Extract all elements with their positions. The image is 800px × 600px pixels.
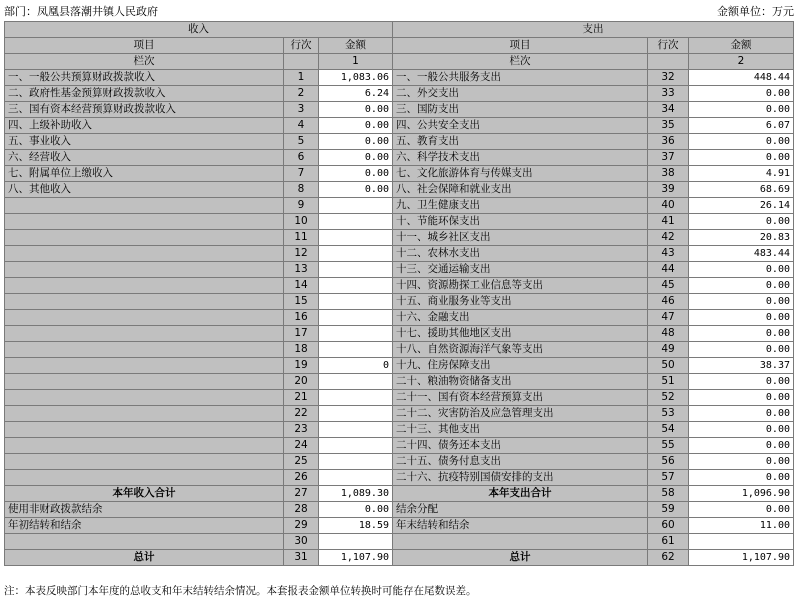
department-label: 部门：凤凰县落潮井镇人民政府	[4, 5, 158, 18]
income-item-name	[5, 278, 284, 294]
income-amount	[319, 230, 393, 246]
income-row-no: 26	[284, 470, 319, 486]
expense-amount: 0.00	[689, 374, 794, 390]
expense-item-name: 十九、住房保障支出	[393, 358, 648, 374]
expense-item-name: 十四、资源勘探工业信息等支出	[393, 278, 648, 294]
income-row-no: 29	[284, 518, 319, 534]
income-row-no: 12	[284, 246, 319, 262]
expense-row-no: 37	[648, 150, 689, 166]
expense-amount: 0.00	[689, 86, 794, 102]
expense-row-no: 43	[648, 246, 689, 262]
expense-item-name: 九、卫生健康支出	[393, 198, 648, 214]
expense-item-name: 本年支出合计	[393, 486, 648, 502]
income-item-name	[5, 230, 284, 246]
table-row	[5, 166, 794, 182]
income-row-no: 16	[284, 310, 319, 326]
footnote: 注：本表反映部门本年度的总收支和年末结转结余情况。本套报表金额单位转换时可能存在尾数误差。	[4, 585, 477, 597]
expense-amount: 0.00	[689, 454, 794, 470]
income-row-no: 24	[284, 438, 319, 454]
expense-item-name: 五、教育支出	[393, 134, 648, 150]
income-item-name	[5, 390, 284, 406]
table-row	[5, 246, 794, 262]
table-body	[5, 22, 794, 566]
expense-item-name: 二、外交支出	[393, 86, 648, 102]
income-row-no: 4	[284, 118, 319, 134]
income-section-header: 收入	[5, 22, 393, 38]
table-row	[5, 294, 794, 310]
income-item-name: 总计	[5, 550, 284, 566]
income-row-no: 21	[284, 390, 319, 406]
expense-row-no: 32	[648, 70, 689, 86]
expense-item-name: 二十四、债务还本支出	[393, 438, 648, 454]
income-amount: 1,083.06	[319, 70, 393, 86]
expense-item-name: 三、国防支出	[393, 102, 648, 118]
income-row-no: 30	[284, 534, 319, 550]
income-item-name	[5, 374, 284, 390]
table-row	[5, 534, 794, 550]
income-amount	[319, 422, 393, 438]
expense-row-no: 45	[648, 278, 689, 294]
income-row-no: 3	[284, 102, 319, 118]
expense-section-header: 支出	[393, 22, 794, 38]
expense-item-name: 十一、城乡社区支出	[393, 230, 648, 246]
income-amount: 18.59	[319, 518, 393, 534]
expense-row-no: 42	[648, 230, 689, 246]
income-item-name: 五、事业收入	[5, 134, 284, 150]
income-amount	[319, 470, 393, 486]
income-item-name	[5, 198, 284, 214]
table-row	[5, 86, 794, 102]
income-item-name: 一、一般公共预算财政拨款收入	[5, 70, 284, 86]
expense-amount: 483.44	[689, 246, 794, 262]
income-item-name	[5, 294, 284, 310]
income-row-no: 9	[284, 198, 319, 214]
expense-amount: 6.07	[689, 118, 794, 134]
expense-item-name: 二十一、国有资本经营预算支出	[393, 390, 648, 406]
income-row-no: 28	[284, 502, 319, 518]
expense-amount: 1,107.90	[689, 550, 794, 566]
expense-amount: 4.91	[689, 166, 794, 182]
income-amount: 0.00	[319, 102, 393, 118]
table-row	[5, 182, 794, 198]
expense-item-name: 二十二、灾害防治及应急管理支出	[393, 406, 648, 422]
expense-amount: 0.00	[689, 502, 794, 518]
income-row-no: 27	[284, 486, 319, 502]
income-row-no: 11	[284, 230, 319, 246]
income-amount	[319, 454, 393, 470]
income-amount	[319, 294, 393, 310]
expense-amount: 0.00	[689, 438, 794, 454]
expense-col-index: 2	[689, 54, 794, 70]
expense-item-name: 十三、交通运输支出	[393, 262, 648, 278]
expense-item-name: 结余分配	[393, 502, 648, 518]
expense-amount: 0.00	[689, 294, 794, 310]
table-row	[5, 374, 794, 390]
income-amount	[319, 406, 393, 422]
expense-amount: 0.00	[689, 390, 794, 406]
income-amount	[319, 246, 393, 262]
expense-amount: 0.00	[689, 150, 794, 166]
income-amount	[319, 374, 393, 390]
income-item-name	[5, 406, 284, 422]
income-row-no: 15	[284, 294, 319, 310]
table-row	[5, 390, 794, 406]
income-row-no: 10	[284, 214, 319, 230]
table-row	[5, 150, 794, 166]
income-expense-table	[4, 21, 794, 566]
expense-row-no: 41	[648, 214, 689, 230]
income-amount	[319, 198, 393, 214]
income-item-name	[5, 454, 284, 470]
income-amount	[319, 390, 393, 406]
income-row-no: 25	[284, 454, 319, 470]
income-item-name	[5, 422, 284, 438]
expense-row-no: 51	[648, 374, 689, 390]
expense-row-no: 35	[648, 118, 689, 134]
table-row	[5, 550, 794, 566]
table-row	[5, 502, 794, 518]
income-item-name	[5, 326, 284, 342]
income-amount: 1,107.90	[319, 550, 393, 566]
expense-item-name: 四、公共安全支出	[393, 118, 648, 134]
income-col-index-label: 栏次	[5, 54, 284, 70]
income-amount	[319, 214, 393, 230]
table-row	[5, 470, 794, 486]
expense-row-no: 56	[648, 454, 689, 470]
table-row	[5, 422, 794, 438]
income-row-no: 23	[284, 422, 319, 438]
table-row	[5, 134, 794, 150]
expense-row-no: 61	[648, 534, 689, 550]
expense-amount: 0.00	[689, 326, 794, 342]
expense-item-header: 项目	[393, 38, 648, 54]
expense-amount: 38.37	[689, 358, 794, 374]
income-item-name: 八、其他收入	[5, 182, 284, 198]
income-item-name: 三、国有资本经营预算财政拨款收入	[5, 102, 284, 118]
expense-amount: 448.44	[689, 70, 794, 86]
expense-row-no: 36	[648, 134, 689, 150]
income-col-index-blank	[284, 54, 319, 70]
income-amount: 1,089.30	[319, 486, 393, 502]
table-row	[5, 406, 794, 422]
income-amount-header: 金额	[319, 38, 393, 54]
expense-item-name: 十五、商业服务业等支出	[393, 294, 648, 310]
table-row	[5, 198, 794, 214]
expense-row-no: 53	[648, 406, 689, 422]
expense-item-name: 二十、粮油物资储备支出	[393, 374, 648, 390]
income-col-index: 1	[319, 54, 393, 70]
income-row-no: 22	[284, 406, 319, 422]
expense-item-name: 二十六、抗疫特别国债安排的支出	[393, 470, 648, 486]
expense-amount: 0.00	[689, 102, 794, 118]
column-header-row	[5, 38, 794, 54]
income-row-no: 8	[284, 182, 319, 198]
income-amount: 6.24	[319, 86, 393, 102]
income-item-name	[5, 470, 284, 486]
income-amount: 0.00	[319, 166, 393, 182]
income-amount	[319, 326, 393, 342]
income-item-name: 使用非财政拨款结余	[5, 502, 284, 518]
expense-item-name: 年末结转和结余	[393, 518, 648, 534]
income-amount: 0	[319, 358, 393, 374]
table-row	[5, 118, 794, 134]
income-row-no: 18	[284, 342, 319, 358]
expense-row-no: 34	[648, 102, 689, 118]
income-row-no: 5	[284, 134, 319, 150]
income-row-no: 13	[284, 262, 319, 278]
income-item-name: 本年收入合计	[5, 486, 284, 502]
amount-unit-label: 金额单位：万元	[717, 5, 794, 18]
expense-rowno-header: 行次	[648, 38, 689, 54]
expense-row-no: 62	[648, 550, 689, 566]
income-amount	[319, 310, 393, 326]
expense-amount	[689, 534, 794, 550]
expense-item-name: 二十三、其他支出	[393, 422, 648, 438]
expense-row-no: 46	[648, 294, 689, 310]
income-item-name	[5, 358, 284, 374]
expense-row-no: 60	[648, 518, 689, 534]
income-row-no: 6	[284, 150, 319, 166]
income-amount: 0.00	[319, 502, 393, 518]
income-amount	[319, 262, 393, 278]
income-item-name	[5, 438, 284, 454]
income-amount	[319, 438, 393, 454]
table-row	[5, 70, 794, 86]
income-item-header: 项目	[5, 38, 284, 54]
income-item-name	[5, 246, 284, 262]
table-row	[5, 214, 794, 230]
table-row	[5, 278, 794, 294]
income-item-name: 六、经营收入	[5, 150, 284, 166]
expense-item-name: 六、科学技术支出	[393, 150, 648, 166]
expense-row-no: 57	[648, 470, 689, 486]
expense-item-name	[393, 534, 648, 550]
expense-row-no: 47	[648, 310, 689, 326]
expense-amount: 0.00	[689, 262, 794, 278]
expense-row-no: 54	[648, 422, 689, 438]
income-item-name	[5, 310, 284, 326]
income-amount: 0.00	[319, 150, 393, 166]
expense-row-no: 38	[648, 166, 689, 182]
expense-amount: 26.14	[689, 198, 794, 214]
expense-item-name: 十、节能环保支出	[393, 214, 648, 230]
table-row	[5, 438, 794, 454]
income-item-name	[5, 214, 284, 230]
income-item-name	[5, 262, 284, 278]
income-row-no: 14	[284, 278, 319, 294]
expense-item-name: 总计	[393, 550, 648, 566]
table-row	[5, 262, 794, 278]
expense-item-name: 一、一般公共服务支出	[393, 70, 648, 86]
income-row-no: 20	[284, 374, 319, 390]
expense-row-no: 55	[648, 438, 689, 454]
expense-amount: 20.83	[689, 230, 794, 246]
table-row	[5, 358, 794, 374]
expense-amount: 0.00	[689, 342, 794, 358]
income-row-no: 7	[284, 166, 319, 182]
expense-amount: 0.00	[689, 278, 794, 294]
expense-amount: 0.00	[689, 406, 794, 422]
expense-item-name: 八、社会保障和就业支出	[393, 182, 648, 198]
expense-amount: 1,096.90	[689, 486, 794, 502]
table-row	[5, 518, 794, 534]
expense-row-no: 33	[648, 86, 689, 102]
income-item-name	[5, 342, 284, 358]
income-rowno-header: 行次	[284, 38, 319, 54]
expense-col-index-blank	[648, 54, 689, 70]
expense-amount: 68.69	[689, 182, 794, 198]
income-item-name: 七、附属单位上缴收入	[5, 166, 284, 182]
income-amount	[319, 342, 393, 358]
expense-row-no: 58	[648, 486, 689, 502]
expense-item-name: 十二、农林水支出	[393, 246, 648, 262]
expense-amount: 0.00	[689, 470, 794, 486]
income-amount: 0.00	[319, 118, 393, 134]
expense-row-no: 52	[648, 390, 689, 406]
income-amount	[319, 278, 393, 294]
income-amount	[319, 534, 393, 550]
expense-col-index-label: 栏次	[393, 54, 648, 70]
income-row-no: 31	[284, 550, 319, 566]
expense-row-no: 44	[648, 262, 689, 278]
column-index-row	[5, 54, 794, 70]
expense-row-no: 59	[648, 502, 689, 518]
expense-amount: 0.00	[689, 134, 794, 150]
income-amount: 0.00	[319, 182, 393, 198]
expense-item-name: 十八、自然资源海洋气象等支出	[393, 342, 648, 358]
expense-item-name: 二十五、债务付息支出	[393, 454, 648, 470]
expense-row-no: 40	[648, 198, 689, 214]
expense-row-no: 48	[648, 326, 689, 342]
table-row	[5, 486, 794, 502]
expense-item-name: 七、文化旅游体育与传媒支出	[393, 166, 648, 182]
section-header-row	[5, 22, 794, 38]
table-row	[5, 454, 794, 470]
income-item-name: 二、政府性基金预算财政拨款收入	[5, 86, 284, 102]
income-row-no: 1	[284, 70, 319, 86]
expense-row-no: 39	[648, 182, 689, 198]
expense-item-name: 十六、金融支出	[393, 310, 648, 326]
expense-amount-header: 金额	[689, 38, 794, 54]
table-row	[5, 230, 794, 246]
expense-row-no: 49	[648, 342, 689, 358]
income-amount: 0.00	[319, 134, 393, 150]
income-item-name: 年初结转和结余	[5, 518, 284, 534]
table-row	[5, 326, 794, 342]
expense-amount: 0.00	[689, 422, 794, 438]
income-item-name: 四、上级补助收入	[5, 118, 284, 134]
report-header	[4, 3, 794, 21]
income-item-name	[5, 534, 284, 550]
table-row	[5, 102, 794, 118]
table-row	[5, 310, 794, 326]
expense-amount: 11.00	[689, 518, 794, 534]
expense-row-no: 50	[648, 358, 689, 374]
expense-item-name: 十七、援助其他地区支出	[393, 326, 648, 342]
expense-amount: 0.00	[689, 214, 794, 230]
expense-amount: 0.00	[689, 310, 794, 326]
income-row-no: 17	[284, 326, 319, 342]
table-row	[5, 342, 794, 358]
income-row-no: 19	[284, 358, 319, 374]
income-row-no: 2	[284, 86, 319, 102]
